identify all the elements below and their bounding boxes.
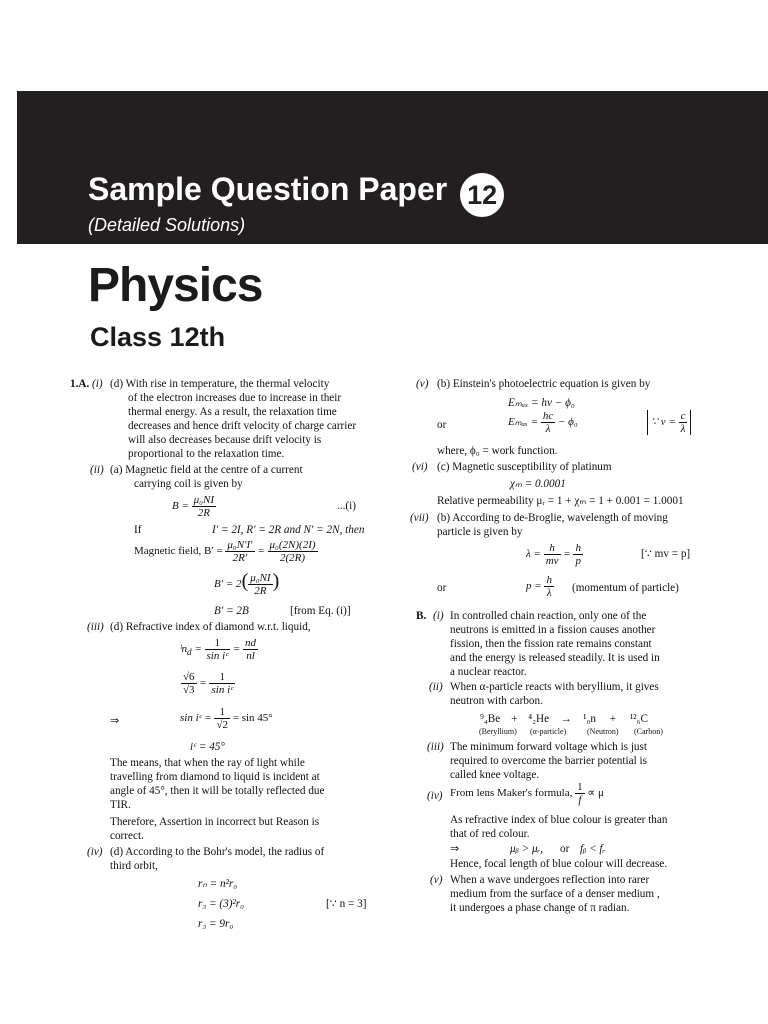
equation-b-double: B′ = 2( $\frac{\text{μ₀NI}}{2R}$ )	[214, 570, 280, 597]
section-label: B.	[416, 610, 427, 622]
equation-ref: ∵ ν = $\frac{c}{\lambda}$	[647, 410, 691, 435]
paper-number-badge: 12	[460, 173, 504, 217]
answer-i-text: (d) With rise in temperature, the thermal velocity of the electron increases due to increase in their thermal energy. As a result, the relaxation time decreases and hence drift velocity of charge carrier will also decreases because drift velocity is proportional to the relaxation time.	[110, 378, 357, 460]
subject-title: Physics	[88, 259, 263, 312]
answer-b-ii-text: When α-particle reacts with beryllium, it gives neutron with carbon.	[450, 681, 659, 707]
ratio-equation: $\frac{√6}{√3}$ = $\frac{1}{\text{sin iᶜ}}$	[183, 671, 234, 696]
momentum-equation: p = $\frac{h}{\lambda}$	[526, 574, 552, 599]
nuclide-name: (α-particle)	[530, 727, 567, 736]
nuclide-name: (Beryllium)	[479, 727, 517, 736]
item-label: (ii)	[90, 464, 104, 476]
refractive-relation: μᵦ > μᵣ,	[510, 843, 544, 855]
permeability-text: Relative permeability μᵣ = 1 + χₘ = 1 + 0.001 = 1.0001	[437, 495, 684, 507]
or-word: or	[437, 419, 447, 431]
or-word: or	[437, 582, 447, 594]
question-number: 1.A.	[70, 378, 90, 390]
answer-vi-text: (c) Magnetic susceptibility of platinum	[437, 461, 612, 473]
equation-b: B = $\frac{\text{μ₀NI}}{2R}$	[172, 494, 215, 519]
item-label: (iii)	[427, 741, 444, 753]
paper-subtitle: (Detailed Solutions)	[88, 215, 246, 235]
equation-ref: ...(i)	[337, 500, 356, 512]
header-banner	[17, 91, 768, 244]
angle-result: iᶜ = 45°	[190, 741, 225, 753]
item-label: (i)	[433, 610, 444, 622]
answer-b-v-text: When a wave undergoes reflection into rarer medium from the surface of a denser medium , it undergoes a phase change of π radian.	[450, 874, 660, 914]
if-word: If	[134, 524, 142, 536]
nuclear-reaction: ⁹₄Be + ⁴₂He → ¹₀n + ¹²₆C	[480, 713, 649, 725]
momentum-note: (momentum of particle)	[572, 582, 679, 594]
nuclide-name: (Neutron)	[587, 727, 619, 736]
answer-b-iv-conclusion: Hence, focal length of blue colour will decrease.	[450, 858, 668, 870]
lens-maker-text: From lens Maker's formula, $\frac{1}{f}$ ∝ μ	[450, 781, 604, 806]
answer-iii-explanation: The means, that when the ray of light while travelling from diamond to liquid is incident at angle of 45°, then it will be totally reflected due TIR. Therefore, Assertion in incorrect but Reason is correct.	[110, 757, 325, 842]
photoelectric-equation: Eₘₐₓ = hν − ϕ₀	[508, 397, 575, 409]
item-label: (v)	[430, 874, 443, 886]
susceptibility-value: χₘ = 0.0001	[510, 478, 566, 490]
sine-equation: sin iᶜ = $\frac{1}{√2}$ = sin 45°	[180, 706, 273, 731]
equation-ref: [∵ n = 3]	[326, 898, 367, 910]
if-condition: I′ = 2I, R′ = 2R and N′ = 2N, then	[212, 524, 365, 536]
answer-v-text: (b) Einstein's photoelectric equation is given by	[437, 378, 651, 390]
bohr-equation: r₃ = 9r₀	[198, 918, 234, 930]
implies-symbol: ⇒	[450, 843, 460, 855]
answer-vii-text: (b) According to de-Broglie, wavelength of moving particle is given by	[437, 512, 668, 538]
answer-b-iv-text: As refractive index of blue colour is greater than that of red colour.	[450, 814, 668, 840]
paper-title: Sample Question Paper 12	[88, 171, 504, 217]
item-label: (vi)	[412, 461, 428, 473]
equation-b-result: B′ = 2B	[214, 605, 249, 617]
answer-b-iii-text: The minimum forward voltage which is just required to overcome the barrier potential is called knee voltage.	[450, 741, 647, 781]
item-label: (iii)	[87, 621, 104, 633]
item-label: (vii)	[410, 512, 429, 524]
nuclide-name: (Carbon)	[634, 727, 663, 736]
de-broglie-equation: λ = $\frac{h}{mv}$ = $\frac{h}{p}$	[526, 542, 581, 567]
equation-b-prime: Magnetic field, B′ = $\frac{\text{μ₀N′I′}}{2R'}$ = $\frac{\text{μ₀(2N)(2I)}}{2(2R)}$	[134, 539, 316, 564]
item-label: (v)	[416, 378, 429, 390]
answer-ii-text: (a) Magnetic field at the centre of a current carrying coil is given by	[110, 464, 303, 490]
answer-iv-text: (d) According to the Bohr's model, the radius of third orbit,	[110, 846, 325, 872]
where-text: where, ϕ₀ = work function.	[437, 445, 558, 457]
equation-ref: [from Eq. (i)]	[290, 605, 351, 617]
implies-symbol: ⇒	[110, 715, 120, 727]
focal-relation: fᵦ < fᵣ	[580, 843, 606, 855]
equation-ref: [∵ mv = p]	[641, 548, 691, 560]
photoelectric-equation-2: Eₘₐₓ = $\frac{hc}{\lambda}$ − ϕ₀	[508, 410, 578, 435]
bohr-equation: r₃ = (3)²r₀	[198, 898, 245, 910]
answer-iii-text: (d) Refractive index of diamond w.r.t. liquid,	[110, 621, 311, 633]
item-label: (ii)	[429, 681, 443, 693]
refractive-index-equation: ˡn$_d$ = $\frac{1}{\text{sin iᶜ}}$ = $\frac{nd}{nl}$	[180, 637, 256, 662]
class-label: Class 12th	[90, 322, 226, 352]
item-label: (iv)	[87, 846, 103, 858]
or-word: or	[560, 843, 570, 855]
answer-b-i-text: In controlled chain reaction, only one of the neutrons is emitted in a fission causes another fission, then the fission rate remains constant and the energy is released steadily. It is used in a nuclear reactor.	[450, 610, 660, 678]
item-label: (iv)	[427, 790, 443, 802]
bohr-equation: rₙ = n²r₀	[198, 878, 238, 890]
item-label: (i)	[92, 378, 103, 390]
